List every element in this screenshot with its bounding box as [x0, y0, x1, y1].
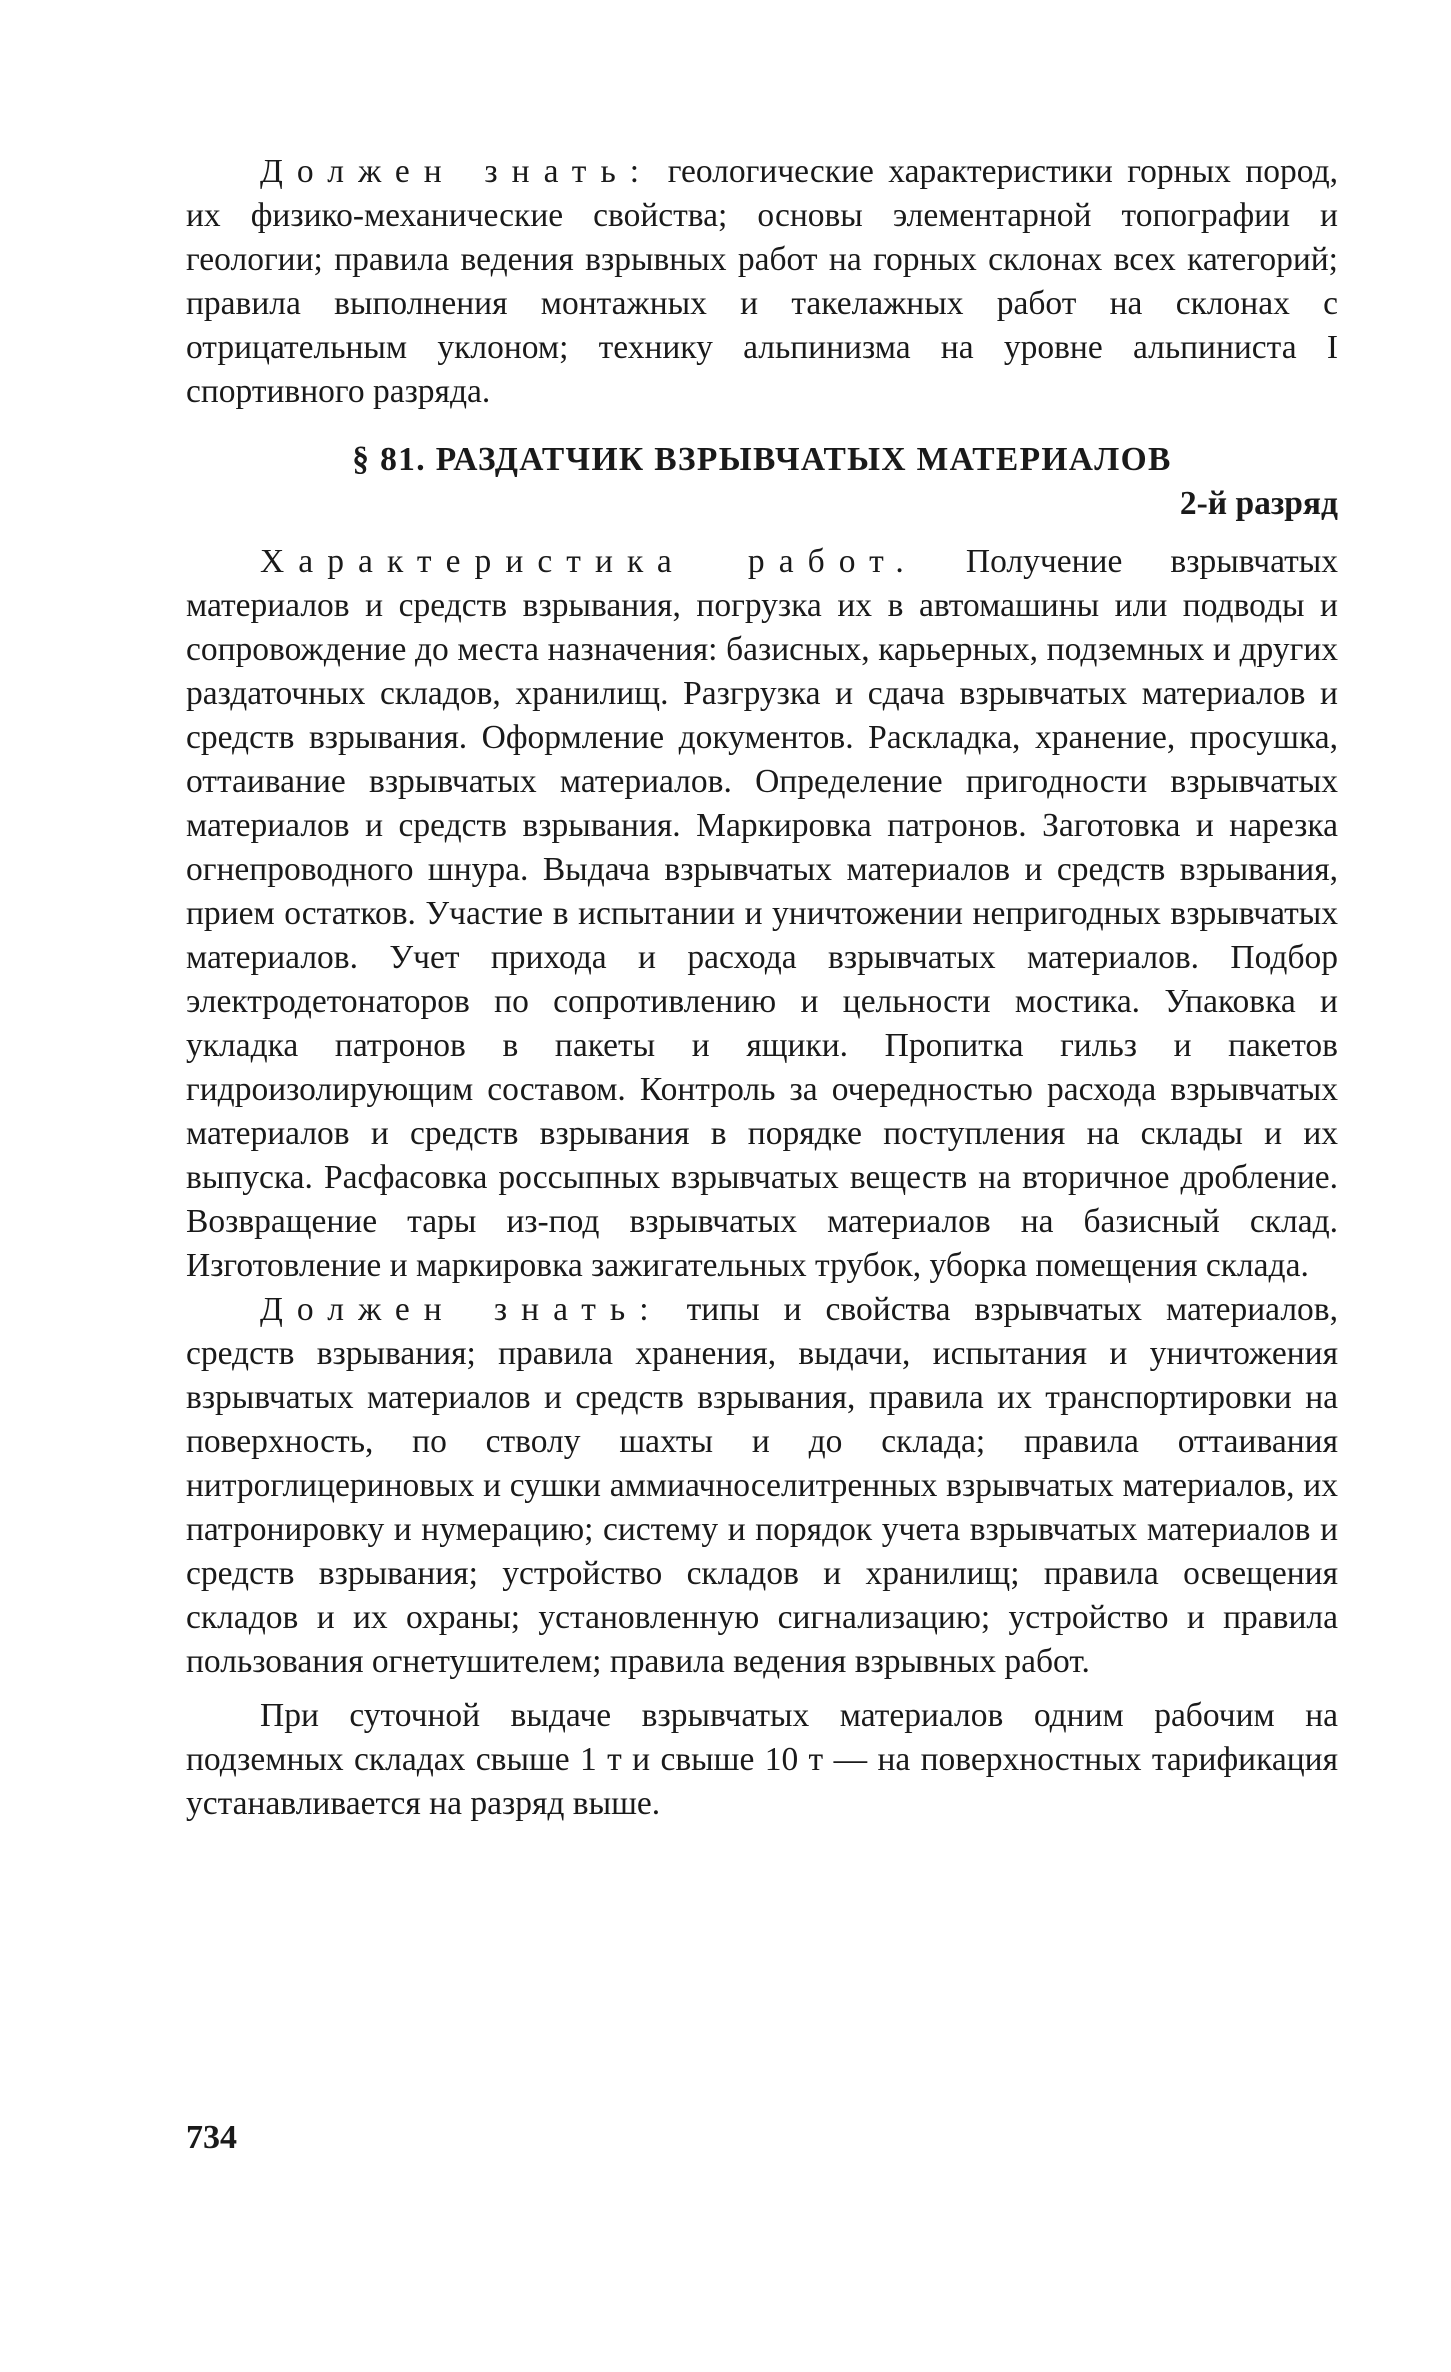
section-grade: 2-й разряд [1179, 485, 1338, 522]
knowledge-paragraph-top [186, 150, 1338, 414]
knowledge-paragraph [186, 1288, 1338, 1684]
characteristics-paragraph [186, 540, 1338, 1288]
page-number: 734 [186, 2119, 237, 2156]
characteristics-lead: Характеристика работ. [260, 543, 918, 580]
knowledge-text: типы и свойства взрывчатых материалов, средств взрывания; правила хранения, выдачи, испытания и уничтожения взрывчатых материалов и средств взрывания, правила их транспортировки на поверхность, по стволу шахты и до склада; правила оттаивания нитроглицериновых и сушки аммиачноселитренных взрывчатых материалов, их патронировку и нумерацию; систему и порядок учета взрывчатых материалов и средств взрывания; устройство складов и хранилищ; правила освещения складов и их охраны; установленную сигнализацию; устройство и правила пользования огнетушителем; правила ведения взрывных работ. [186, 1291, 1338, 1680]
characteristics-text: Получение взрывчатых материалов и средств взрывания, погрузка их в автомашины или подводы и сопровождение до места назначения: базисных, карьерных, подземных и других раздаточных складов, хранилищ. Разгрузка и сдача взрывчатых материалов и средств взрывания. Оформление документов. Раскладка, хранение, просушка, оттаивание взрывчатых материалов. Определение пригодности взрывчатых материалов и средств взрывания. Маркировка патронов. Заготовка и нарезка огнепроводного шнура. Выдача взрывчатых материалов и средств взрывания, прием остатков. Участие в испытании и уничтожении непригодных взрывчатых материалов. Учет прихода и расхода взрывчатых материалов. Подбор электродетонаторов по сопротивлению и цельности мостика. Упаковка и укладка патронов в пакеты и ящики. Пропитка гильз и пакетов гидроизолирующим составом. Контроль за очередностью расхода взрывчатых материалов и средств взрывания в порядке поступления на склады и их выпуска. Расфасовка россыпных взрывчатых веществ на вторичное дробление. Возвращение тары из-под взрывчатых материалов на базисный склад. Изготовление и маркировка зажигательных трубок, уборка помещения склада. [186, 543, 1339, 1284]
section-title: § 81. РАЗДАТЧИК ВЗРЫВЧАТЫХ МАТЕРИАЛОВ [352, 441, 1172, 478]
page-content [186, 150, 1338, 1826]
note-paragraph: При суточной выдаче взрывчатых материалов одним рабочим на подземных складах свыше 1 т и свыше 10 т — на поверхностных тарификация устанавливается на разряд выше. [186, 1697, 1338, 1822]
knowledge-lead: Должен знать: [260, 1291, 663, 1328]
knowledge-lead-top: Должен знать: [260, 153, 654, 190]
knowledge-text-top: геологические характеристики горных пород, их физико-механические свойства; основы элементарной топографии и геологии; правила ведения взрывных работ на горных склонах всех категорий; правила выполнения монтажных и такелажных работ на склонах с отрицательным уклоном; технику альпинизма на уровне альпиниста I спортивного разряда. [186, 153, 1338, 410]
